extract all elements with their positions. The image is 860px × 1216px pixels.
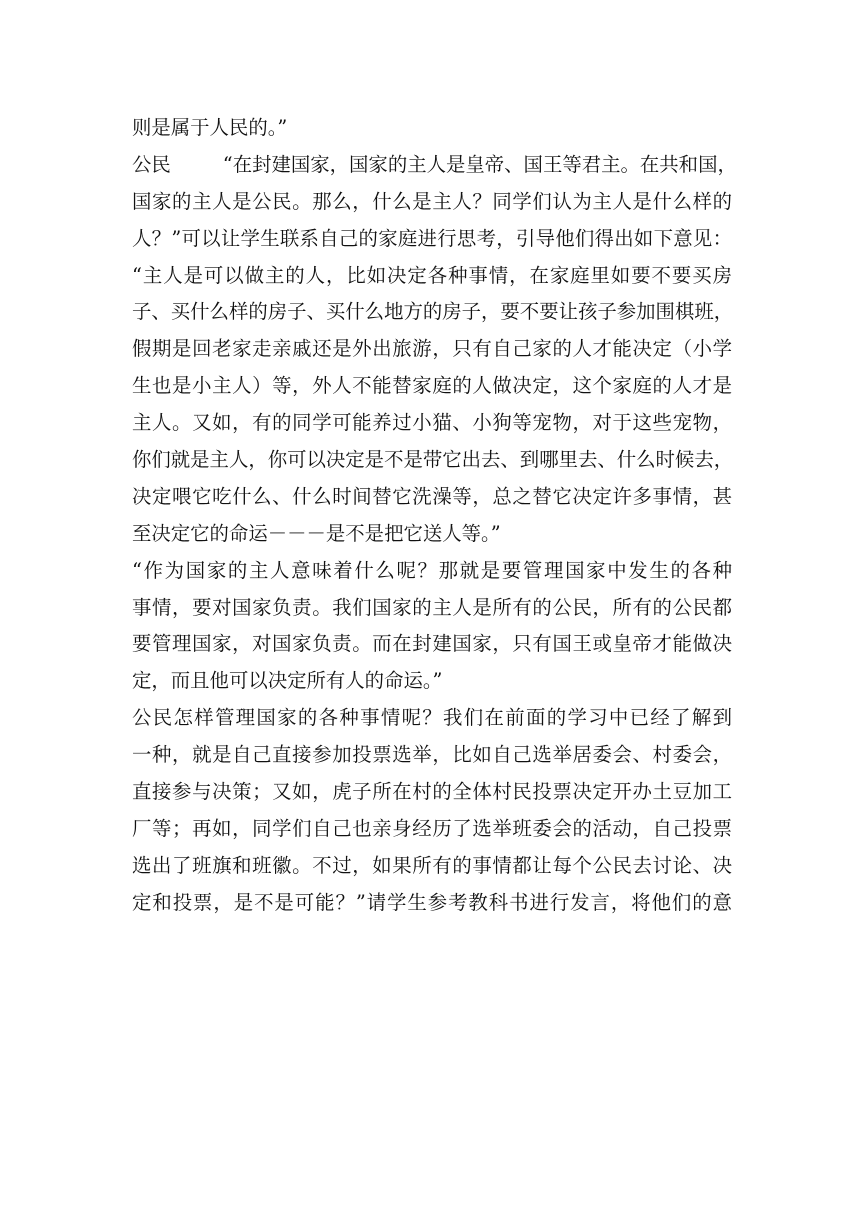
text-line-2 bbox=[132, 147, 737, 184]
text-line-8: 生也是小主人）等，外人不能替家庭的人做决定，这个家庭的人才是 bbox=[132, 374, 732, 398]
section-label: 公民 bbox=[132, 152, 171, 176]
text-line-21: 选出了班旗和班徽。不过，如果所有的事情都让每个公民去讨论、决 bbox=[132, 853, 732, 877]
text-line-10: 你们就是主人，你可以决定是不是带它出去、到哪里去、什么时候去， bbox=[132, 448, 734, 472]
text-line-2-content: “在封建国家，国家的主人是皇帝、国王等君主。在共和国， bbox=[222, 152, 737, 176]
document-body bbox=[132, 110, 737, 922]
text-line-9: 主人。又如，有的同学可能养过小猫、小狗等宠物，对于这些宠物， bbox=[132, 411, 732, 435]
text-line-14: 事情，要对国家负责。我们国家的主人是所有的公民，所有的公民都 bbox=[132, 595, 732, 619]
text-line-15: 要管理国家，对国家负责。而在封建国家，只有国王或皇帝才能做决 bbox=[132, 632, 732, 656]
text-line-7: 假期是回老家走亲戚还是外出旅游，只有自己家的人才能决定（小学 bbox=[132, 337, 732, 361]
text-line-19: 直接参与决策；又如，虎子所在村的全体村民投票决定开办土豆加工 bbox=[132, 780, 732, 804]
text-line-6: 子、买什么样的房子、买什么地方的房子，要不要让孩子参加围棋班， bbox=[132, 300, 734, 324]
text-line-4: 人？”可以让学生联系自己的家庭进行思考，引导他们得出如下意见： bbox=[132, 226, 732, 250]
text-line-13: “作为国家的主人意味着什么呢？那就是要管理国家中发生的各种 bbox=[132, 558, 732, 582]
text-line-1: 则是属于人民的。” bbox=[132, 116, 288, 139]
text-line-11: 决定喂它吃什么、什么时间替它洗澡等，总之替它决定许多事情，甚 bbox=[132, 484, 732, 508]
text-line-3: 国家的主人是公民。那么，什么是主人？同学们认为主人是什么样的 bbox=[132, 189, 732, 213]
text-line-17: 公民怎样管理国家的各种事情呢？我们在前面的学习中已经了解到 bbox=[132, 706, 732, 730]
text-line-16: 定，而且他可以决定所有人的命运。” bbox=[132, 669, 443, 693]
text-line-12: 至决定它的命运－－－是不是把它送人等。” bbox=[132, 521, 501, 545]
text-line-18: 一种，就是自己直接参加投票选举，比如自己选举居委会、村委会， bbox=[132, 743, 732, 767]
text-line-20: 厂等；再如，同学们自己也亲身经历了选举班委会的活动，自己投票 bbox=[132, 816, 732, 840]
text-line-22: 定和投票，是不是可能？”请学生参考教科书进行发言，将他们的意 bbox=[132, 890, 732, 914]
text-line-5: “主人是可以做主的人，比如决定各种事情，在家庭里如要不要买房 bbox=[132, 263, 732, 287]
